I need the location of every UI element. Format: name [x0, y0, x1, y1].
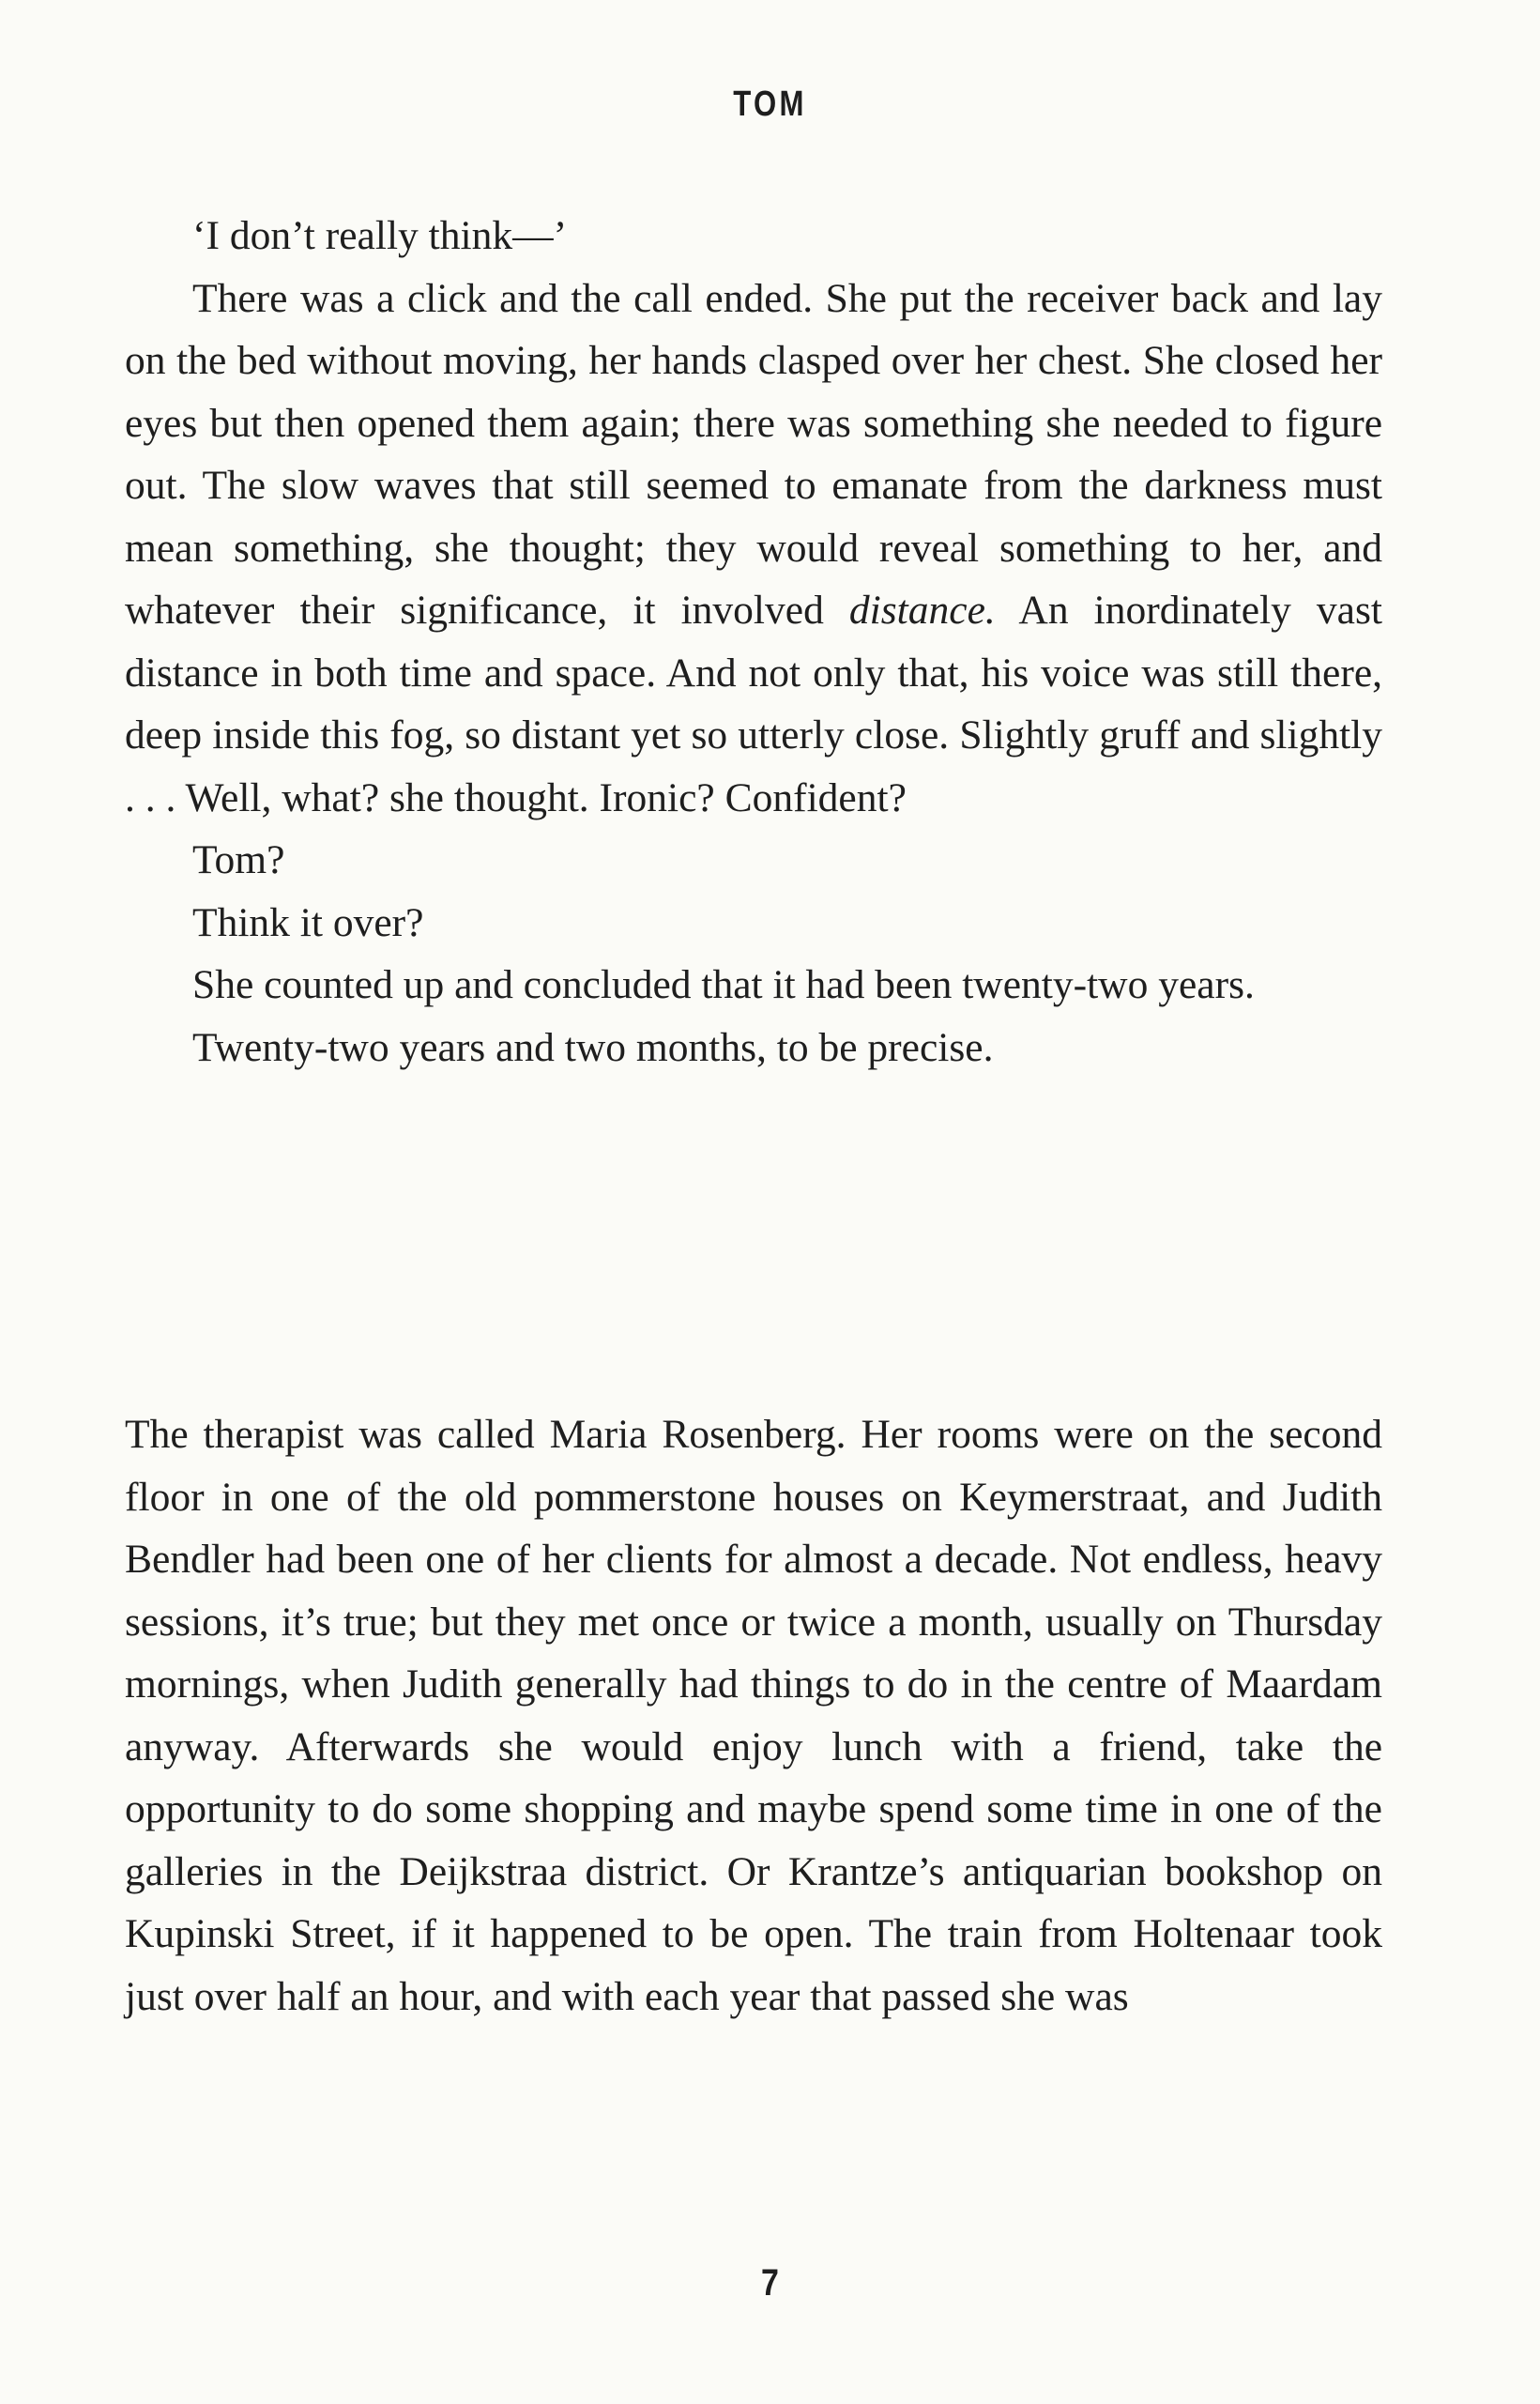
paragraph-text: There was a click and the call ended. She put the receiver back and lay on the bed without moving, her hands clasped over her chest. She closed her eyes but then opened them again; there was something she needed to figure out. The slow waves that still seemed to emanate from the darkness must mean something, she thought; they would reveal something to her, and whatever their significance, it involved	[125, 275, 1382, 633]
paragraph: She counted up and concluded that it had been twenty-two years.	[192, 962, 1255, 1007]
paragraph: Think it over?	[192, 899, 424, 945]
text-section-1	[125, 205, 1382, 1079]
paragraph: The therapist was called Maria Rosenberg. Her rooms were on the second floor in one of the old pommerstone houses on Keymerstraat, and Judith Bendler had been one of her clients for almost a decade. Not endless, heavy sessions, it’s true; but they met once or twice a month, usually on Thursday mornings, when Judith generally had things to do in the centre of Maardam anyway. Afterwards she would enjoy lunch with a friend, take the opportunity to do some shopping and maybe spend some time in one of the galleries in the Deijkstraa district. Or Krantze’s antiquarian bookshop on Kupinski Street, if it happened to be open. The train from Holtenaar took just over half an hour, and with each year that passed she was	[125, 1412, 1382, 2019]
page-number: 7	[761, 2262, 779, 2304]
running-head: TOM	[733, 84, 807, 124]
paragraph-emphasis: distance.	[848, 588, 996, 633]
text-section-2	[125, 1403, 1382, 2028]
paragraph: Twenty-two years and two months, to be precise.	[192, 1024, 994, 1070]
paragraph	[125, 268, 1382, 830]
paragraph: Tom?	[192, 837, 285, 882]
paragraph: ‘I don’t really think—’	[192, 213, 568, 258]
paragraph-text-after: An inordinately vast distance in both time and space. And not only that, his voice was still there, deep inside this fog, so distant yet so utterly close. Slightly gruff and slightly . . . Well, what? she thought. Ironic? Confident?	[125, 588, 1382, 820]
